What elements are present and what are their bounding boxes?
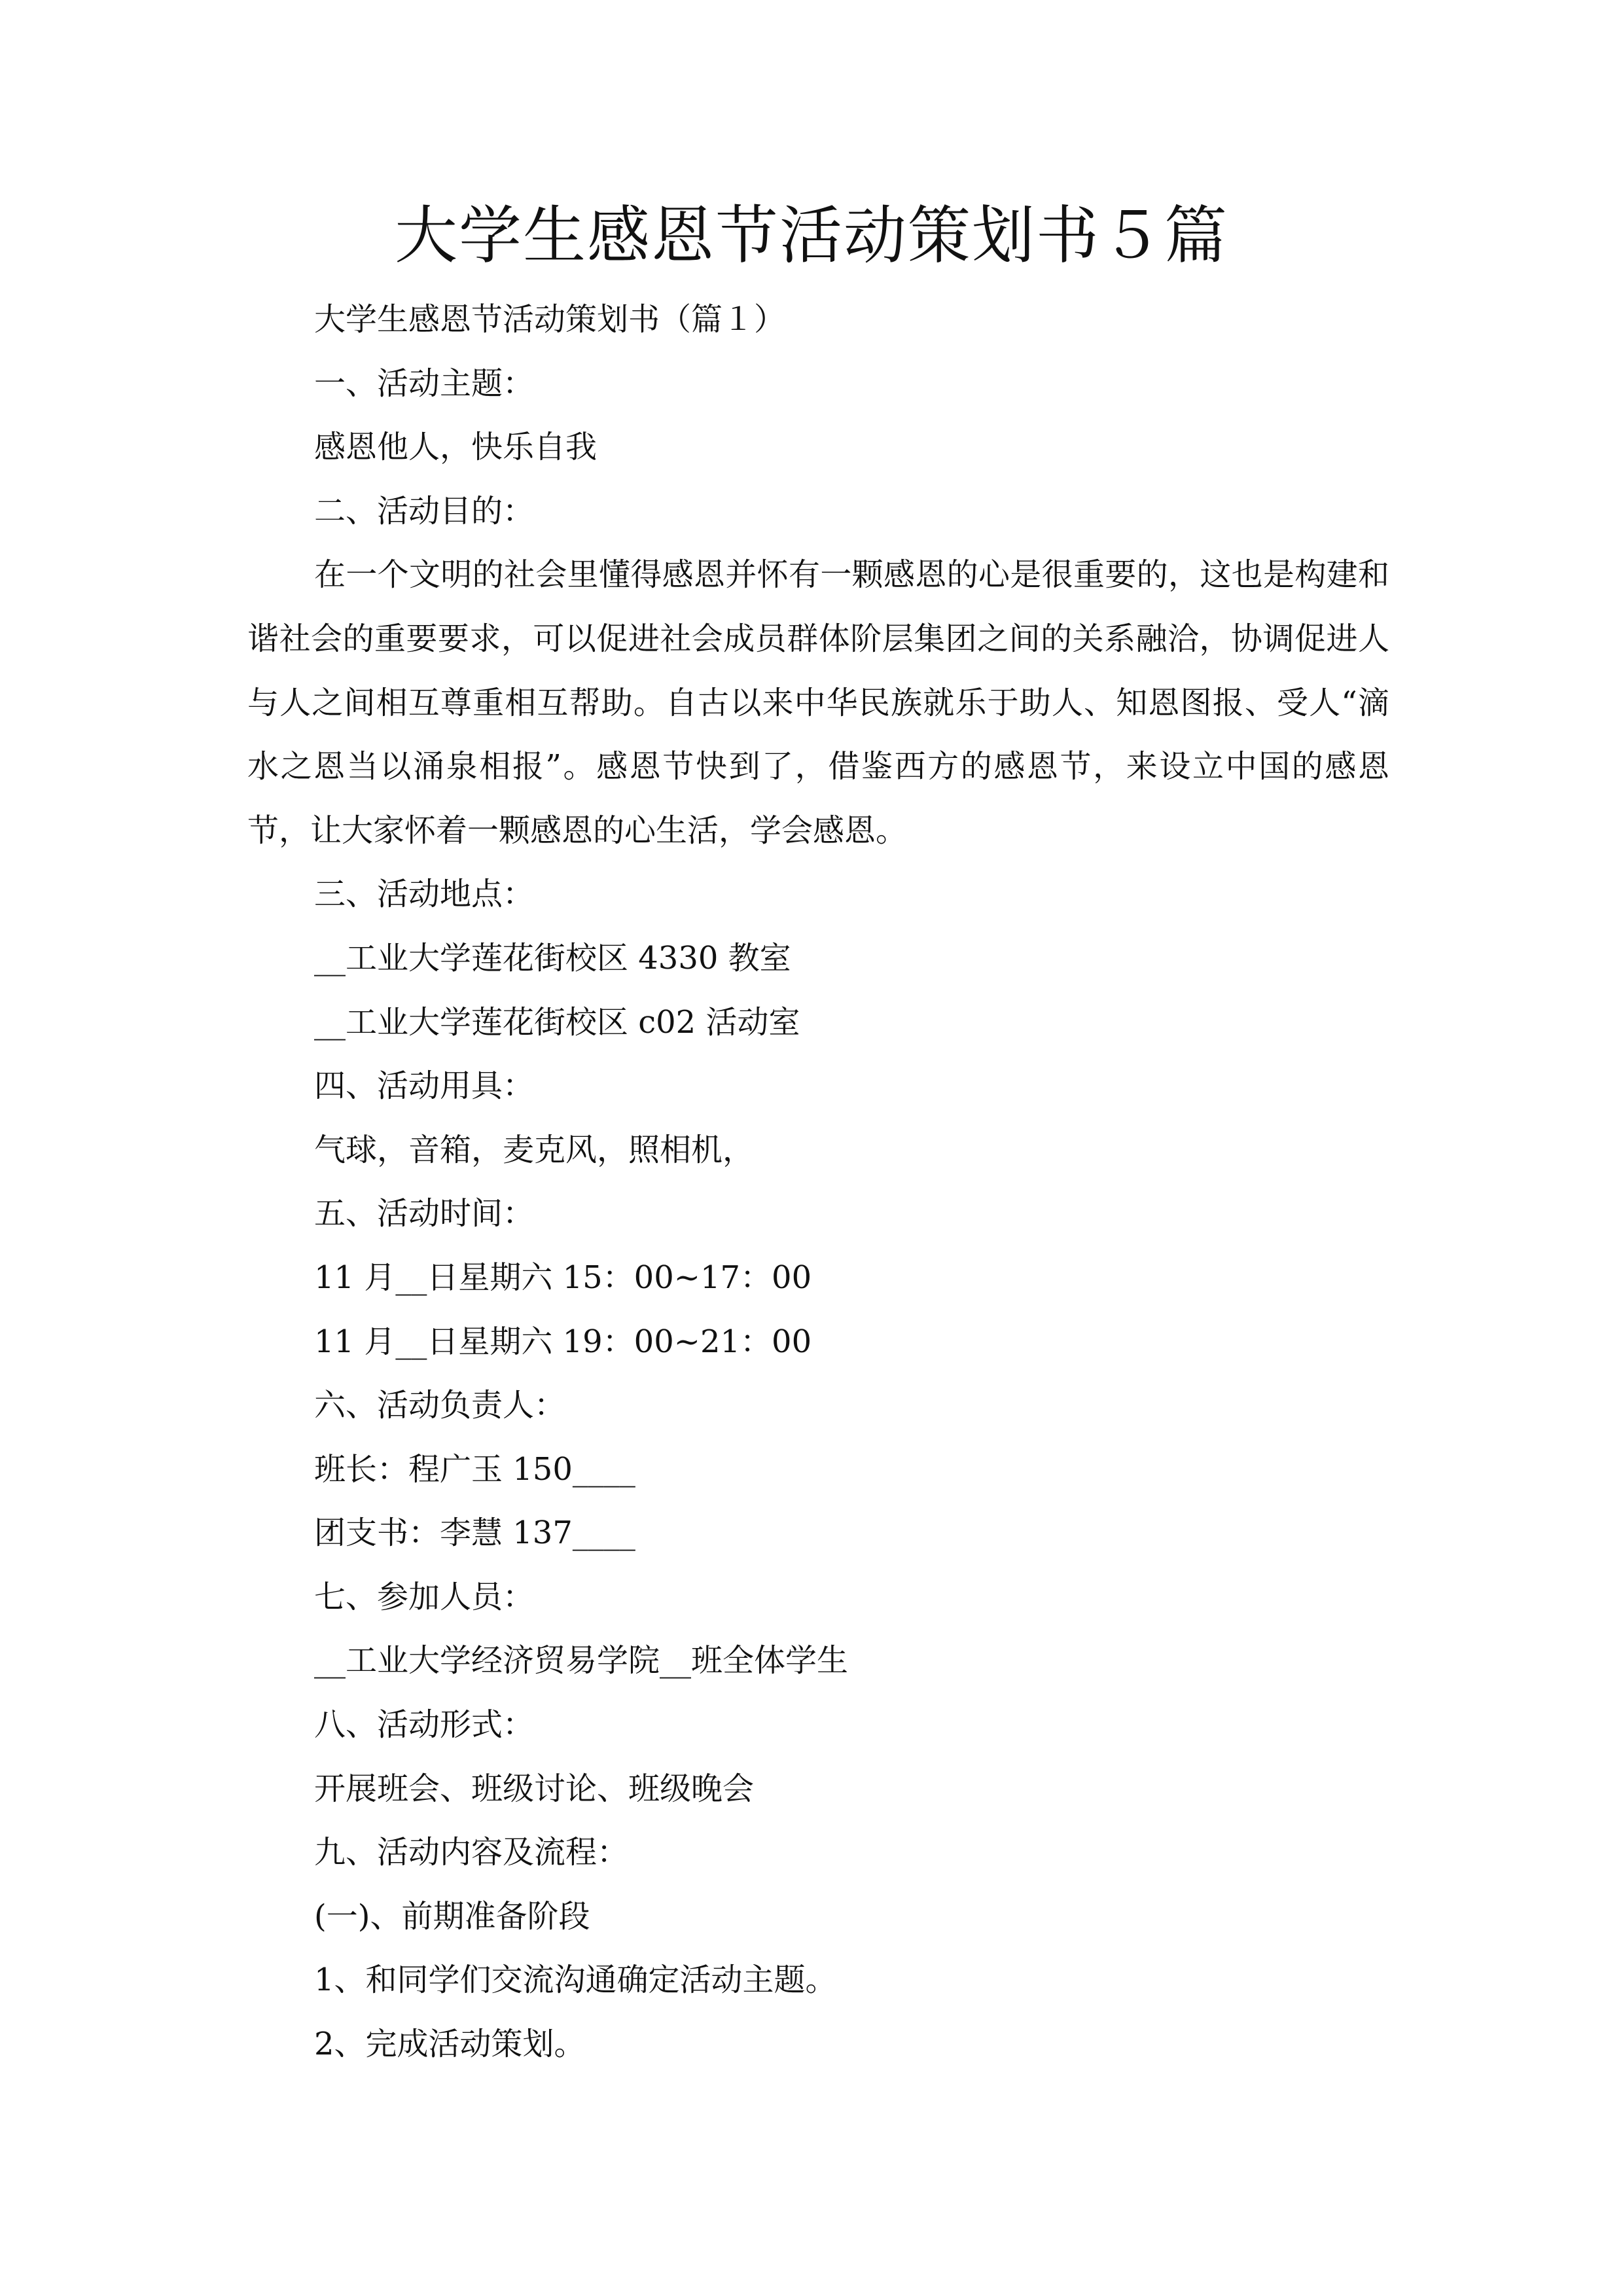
subheading-preparation-stage: (一)、前期准备阶段 <box>314 1897 590 1935</box>
heading-activity-purpose: 二、活动目的： <box>314 492 535 529</box>
leader-monitor: 班长：程广玉 150____ <box>314 1450 635 1488</box>
location-item-classroom: __工业大学莲花街校区 4330 教室 <box>314 939 791 977</box>
heading-participants: 七、参加人员： <box>314 1578 535 1615</box>
location-item-activity-room: __工业大学莲花街校区 c02 活动室 <box>314 1003 800 1041</box>
time-item-afternoon: 11 月__日星期六 15：00~17：00 <box>314 1259 812 1296</box>
heading-activity-time: 五、活动时间： <box>314 1195 535 1232</box>
leader-league-secretary: 团支书：李慧 137____ <box>314 1515 635 1552</box>
time-item-evening: 11 月__日星期六 19：00~21：00 <box>314 1323 812 1360</box>
equipment-list: 气球，音箱，麦克风，照相机， <box>314 1131 755 1168</box>
activity-theme-text: 感恩他人，快乐自我 <box>314 429 597 466</box>
heading-activity-location: 三、活动地点： <box>314 876 535 913</box>
document-body <box>247 288 1389 2077</box>
section-heading-article-1: 大学生感恩节活动策划书（篇１） <box>314 301 786 338</box>
participants-text: __工业大学经济贸易学院__班全体学生 <box>314 1642 849 1679</box>
activity-format-text: 开展班会、班级讨论、班级晚会 <box>314 1770 755 1807</box>
heading-activity-equipment: 四、活动用具： <box>314 1067 535 1105</box>
preparation-step-1: 1、和同学们交流沟通确定活动主题。 <box>314 1962 837 1999</box>
heading-activity-theme: 一、活动主题： <box>314 365 535 402</box>
activity-purpose-paragraph: 在一个文明的社会里懂得感恩并怀有一颗感恩的心是很重要的，这也是构建和谐社会的重要要求，可以促进社会成员群体阶层集团之间的关系融洽，协调促进人与人之间相互尊重相互帮助。自古以来中华民族就乐于助人、知恩图报、受人“滴水之恩当以涌泉相报”。感恩节快到了，借鉴西方的感恩节，来设立中国的感恩节，让大家怀着一颗感恩的心生活，学会感恩。 <box>247 556 1389 849</box>
heading-activity-content: 九、活动内容及流程： <box>314 1834 629 1871</box>
document-title: 大学生感恩节活动策划书５篇 <box>395 199 1228 272</box>
preparation-step-2: 2、完成活动策划。 <box>314 2026 586 2063</box>
heading-activity-format: 八、活动形式： <box>314 1706 535 1744</box>
heading-activity-leaders: 六、活动负责人： <box>314 1387 566 1424</box>
